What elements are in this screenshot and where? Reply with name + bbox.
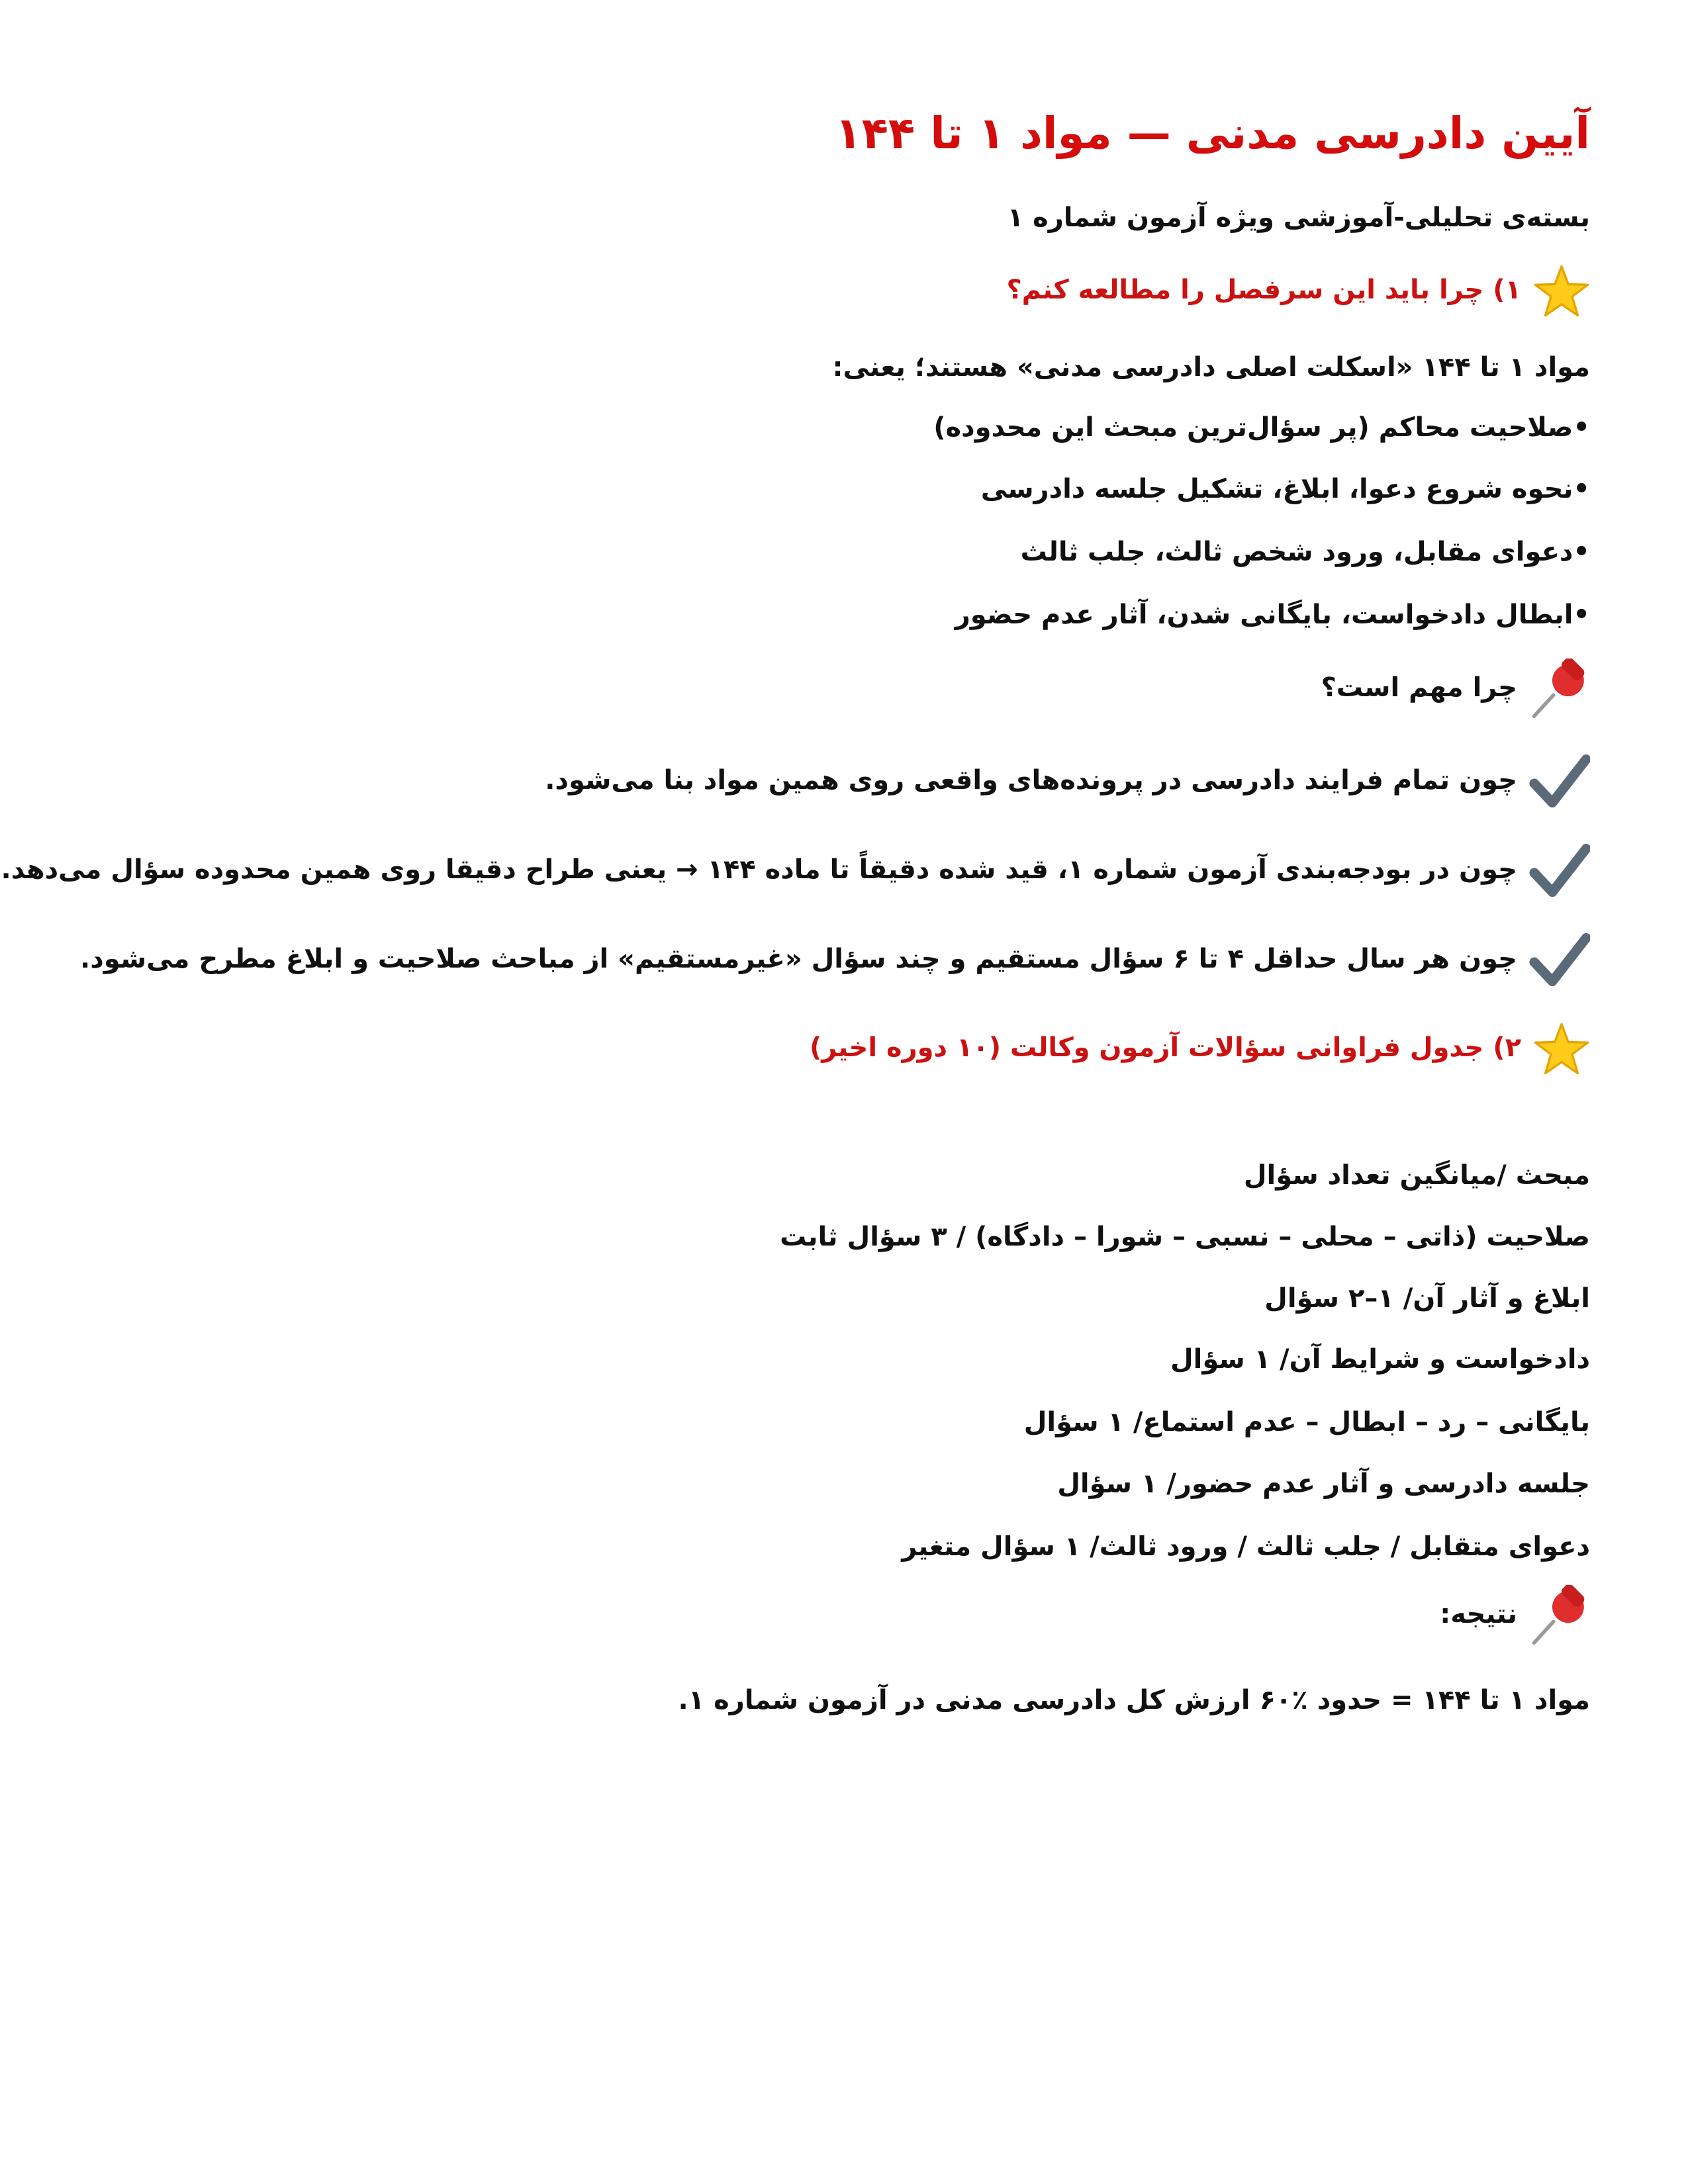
reason-item xyxy=(80,933,1590,987)
section1-intro: مواد ۱ تا ۱۴۴ «اسکلت اصلی دادرسی مدنی» هستند؛ یعنی: xyxy=(832,352,1590,383)
section2-heading: ۲) جدول فراوانی سؤالات آزمون وکالت (۱۰ دوره اخیر) xyxy=(810,1032,1521,1063)
table-row: دادخواست و شرایط آن/ ۱ سؤال xyxy=(1170,1344,1590,1375)
result-heading: نتیجه: xyxy=(1440,1599,1517,1629)
bullet-item: •ابطال دادخواست، بایگانی شدن، آثار عدم حضور xyxy=(955,600,1590,630)
star-icon xyxy=(1533,1023,1590,1075)
pushpin-icon xyxy=(1529,1585,1590,1646)
reason-text: چون تمام فرایند دادرسی در پرونده‌های واقعی روی همین مواد بنا می‌شود. xyxy=(545,765,1517,796)
pushpin-icon xyxy=(1529,659,1590,719)
table-header: مبحث /میانگین تعداد سؤال xyxy=(1243,1160,1590,1191)
section1-heading: ۱) چرا باید این سرفصل را مطالعه کنم؟ xyxy=(1006,275,1521,305)
reason-text: چون هر سال حداقل ۴ تا ۶ سؤال مستقیم و چند سؤال «غیرمستقیم» از مباحث صلاحیت و ابلاغ مطرح می‌شود. xyxy=(80,944,1517,974)
table-row: جلسه دادرسی و آثار عدم حضور/ ۱ سؤال xyxy=(1057,1469,1590,1499)
checkmark-icon xyxy=(1529,754,1590,809)
bullet-item: •صلاحیت محاکم (پر سؤال‌ترین مبحث این محدوده) xyxy=(933,412,1590,443)
why-heading: چرا مهم است؟ xyxy=(1321,672,1517,703)
result-heading-line xyxy=(1440,1585,1590,1646)
why-heading-line xyxy=(1321,659,1590,719)
table-row: دعوای متقابل / جلب ثالث / ورود ثالث/ ۱ سؤال متغیر xyxy=(902,1531,1590,1562)
reason-text: چون در بودجه‌بندی آزمون شماره ۱، قید شده دقیقاً تا ماده ۱۴۴ → یعنی طراح دقیقا روی همین محدوده سؤال می‌دهد. xyxy=(1,854,1517,885)
table-row: صلاحیت (ذاتی – محلی – نسبی – شورا – دادگاه) / ۳ سؤال ثابت xyxy=(780,1222,1590,1252)
page-subtitle: بسته‌ی تحلیلی-آموزشی ویژه آزمون شماره ۱ xyxy=(1007,203,1590,233)
page-title: آیین دادرسی مدنی — مواد ۱ تا ۱۴۴ xyxy=(835,108,1590,159)
bullet-item: •دعوای مقابل، ورود شخص ثالث، جلب ثالث xyxy=(1020,537,1590,567)
bullet-item: •نحوه شروع دعوا، ابلاغ، تشکیل جلسه دادرسی xyxy=(980,474,1590,504)
checkmark-icon xyxy=(1529,933,1590,987)
reason-item xyxy=(1,844,1590,898)
table-row: ابلاغ و آثار آن/ ۱–۲ سؤال xyxy=(1264,1283,1590,1314)
star-icon xyxy=(1533,265,1590,318)
reason-item xyxy=(545,754,1590,809)
section2-heading-line xyxy=(810,1023,1590,1075)
result-text: مواد ۱ تا ۱۴۴ = حدود ٪۶۰ ارزش کل دادرسی مدنی در آزمون شماره ۱. xyxy=(678,1685,1590,1715)
table-row: بایگانی – رد – ابطال – عدم استماع/ ۱ سؤال xyxy=(1023,1407,1590,1437)
section1-heading-line xyxy=(1006,265,1590,318)
checkmark-icon xyxy=(1529,844,1590,898)
